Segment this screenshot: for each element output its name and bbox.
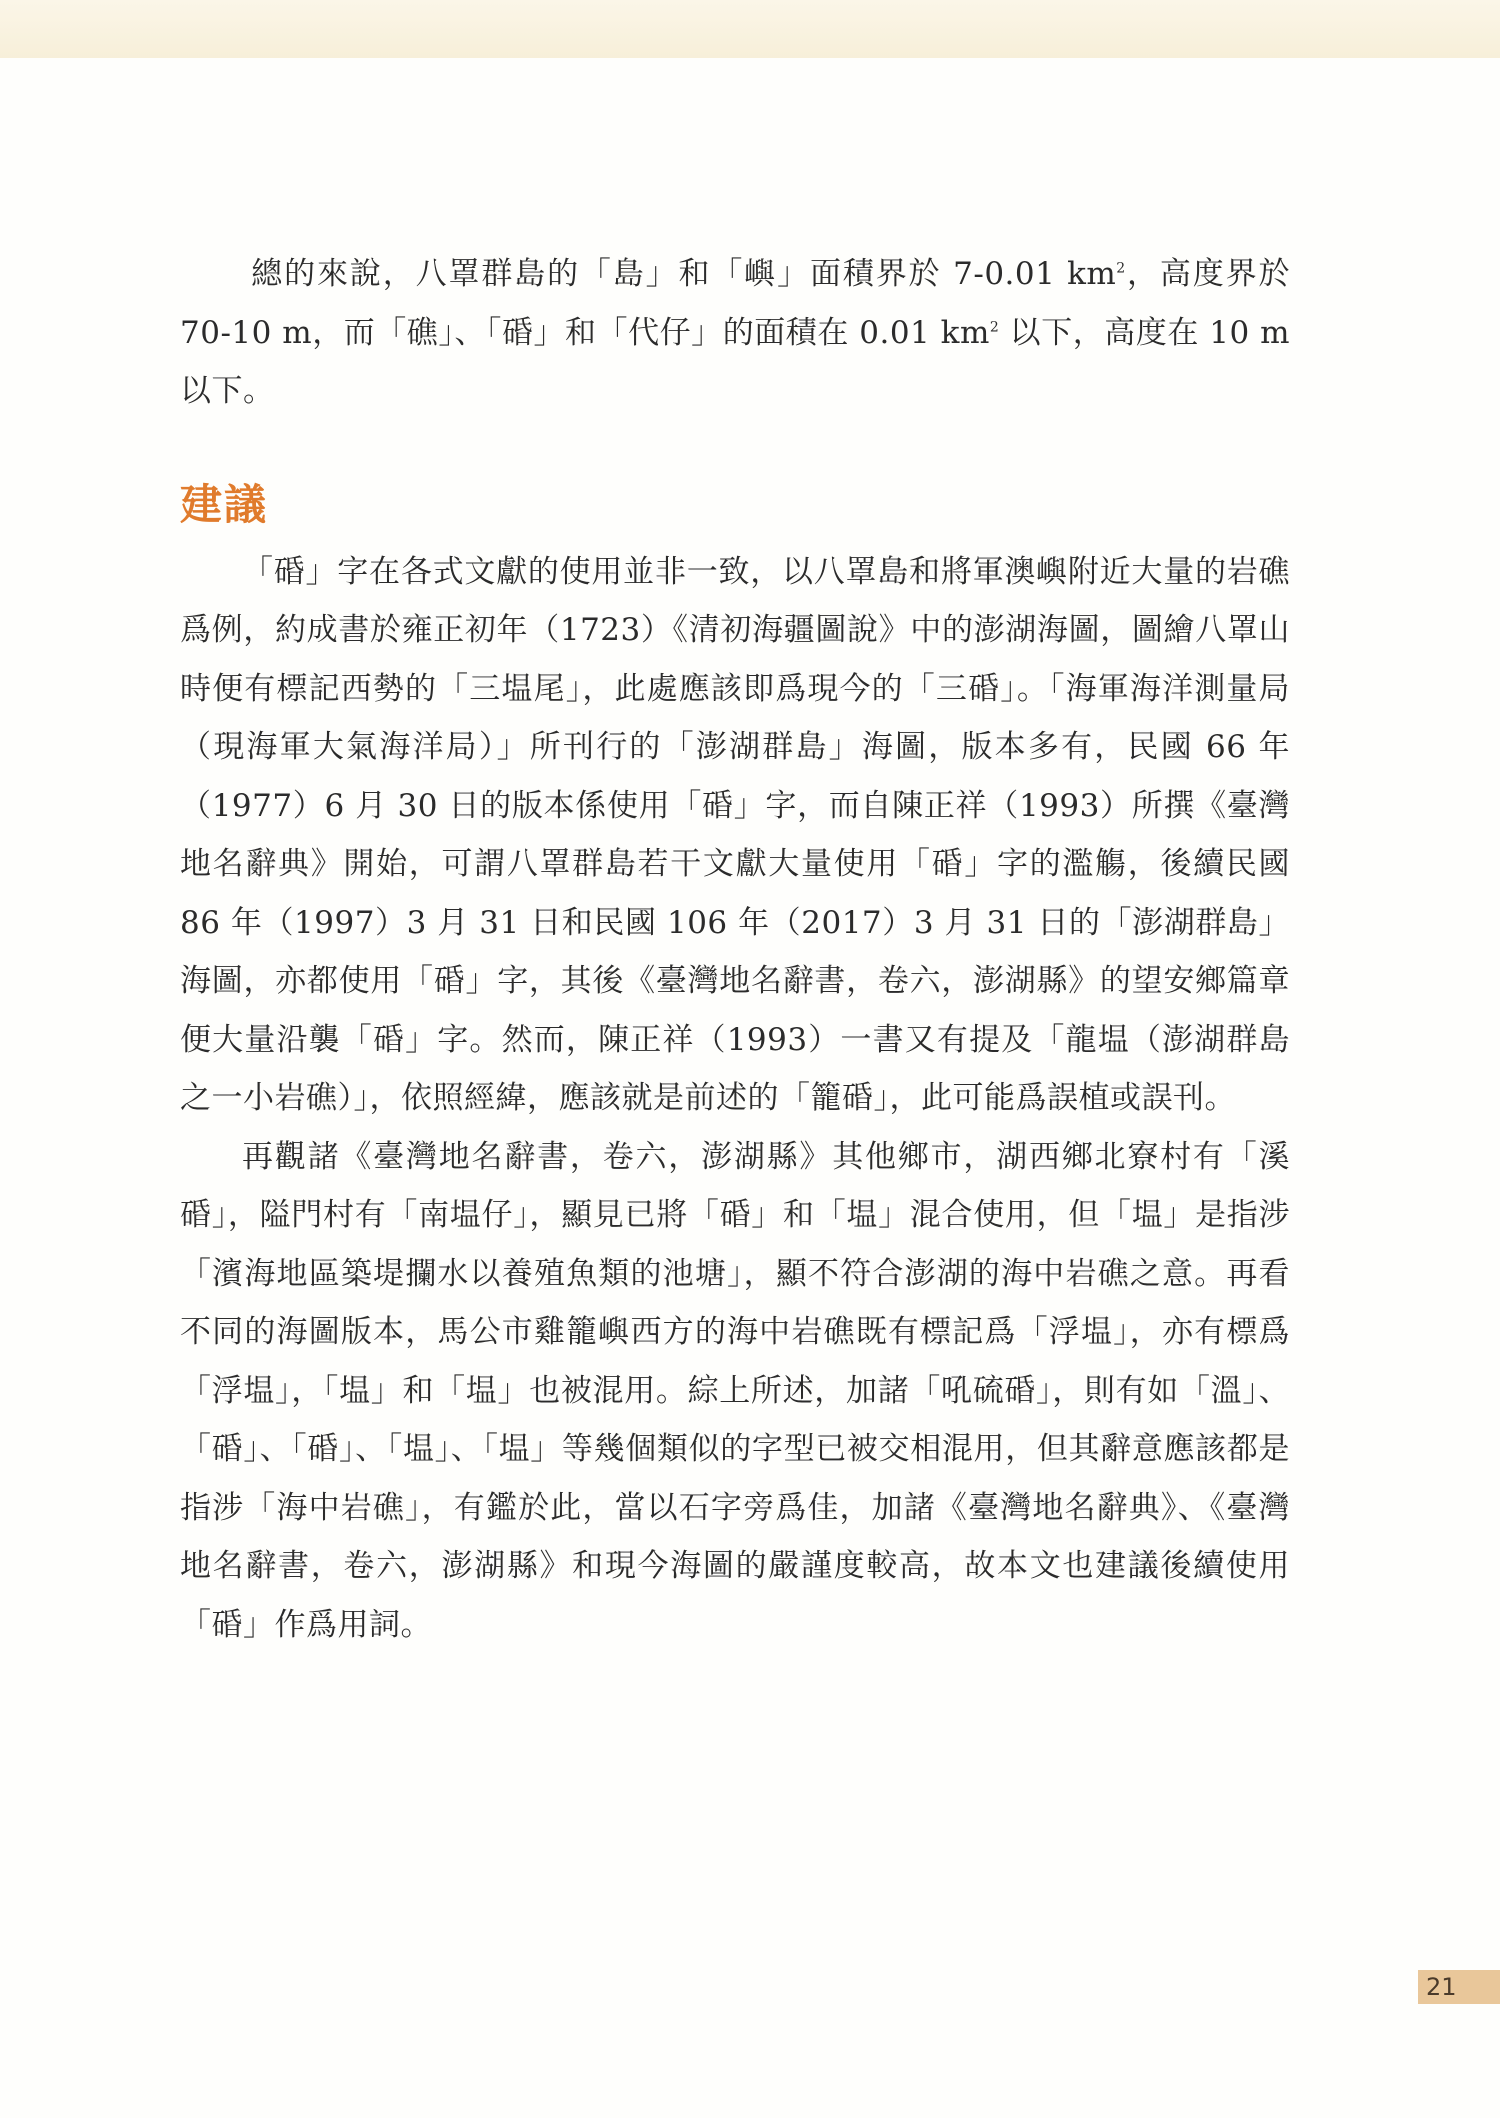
summary-text-1: 總的來說，八罩群島的「島」和「嶼」面積界於 7-0.01 km — [251, 256, 1117, 292]
body-paragraph-1: 「碈」字在各式文獻的使用並非一致，以八罩島和將軍澳嶼附近大量的岩礁爲例，約成書於雍正初年（1723）《清初海疆圖說》中的澎湖海圖，圖繪八罩山時便有標記西勢的「三塭尾」，此處應該即爲現今的「三碈」。「海軍海洋測量局（現海軍大氣海洋局）」所刊行的「澎湖群島」海圖，版本多有，民國 66 年（1977）6 月 30 日的版本係使用「碈」字，而自陳正祥（1993）所撰《臺灣地名辭典》開始，可謂八罩群島若干文獻大量使用「碈」字的濫觴，後續民國 86 年（1997）3 月 31 日和民國 106 年（2017）3 月 31 日的「澎湖群島」海圖，亦都使用「碈」字，其後《臺灣地名辭書，卷六，澎湖縣》的望安鄉篇章便大量沿襲「碈」字。然而，陳正祥（1993）一書又有提及「龍塭（澎湖群島之一小岩礁）」，依照經緯，應該就是前述的「籠碈」，此可能爲誤植或誤刊。 — [180, 553, 1290, 1116]
superscript-2: 2 — [989, 319, 1000, 336]
section-heading: 建議 — [180, 479, 269, 529]
page-number: 21 — [1426, 1973, 1457, 2001]
summary-text-2: ，高度界於 70-10 m，而「礁」、「碈」和「代仔」的面積在 0.01 km — [180, 256, 1291, 351]
summary-paragraph — [180, 245, 1290, 421]
summary-text-3: 以下，高度在 10 m 以下。 — [180, 314, 1291, 409]
body-paragraph-2: 再觀諸《臺灣地名辭書，卷六，澎湖縣》其他鄉市，湖西鄉北寮村有「溪碈」，隘門村有「南塭仔」，顯見已將「碈」和「塭」混合使用，但「塭」是指涉「濱海地區築堤攔水以養殖魚類的池塘」，顯不符合澎湖的海中岩礁之意。再看不同的海圖版本，馬公市雞籠嶼西方的海中岩礁既有標記爲「浮塭」，亦有標爲「浮塭」，「塭」和「塭」也被混用。綜上所述，加諸「吼硫碈」，則有如「溫」、「碈」、「碈」、「塭」、「塭」等幾個類似的字型已被交相混用，但其辭意應該都是指涉「海中岩礁」，有鑑於此，當以石字旁爲佳，加諸《臺灣地名辭典》、《臺灣地名辭書，卷六，澎湖縣》和現今海圖的嚴謹度較高，故本文也建議後續使用「碈」作爲用詞。 — [180, 1138, 1290, 1643]
top-decorative-band — [0, 0, 1500, 58]
superscript-2: 2 — [1116, 260, 1126, 277]
page-content — [180, 245, 1290, 1654]
